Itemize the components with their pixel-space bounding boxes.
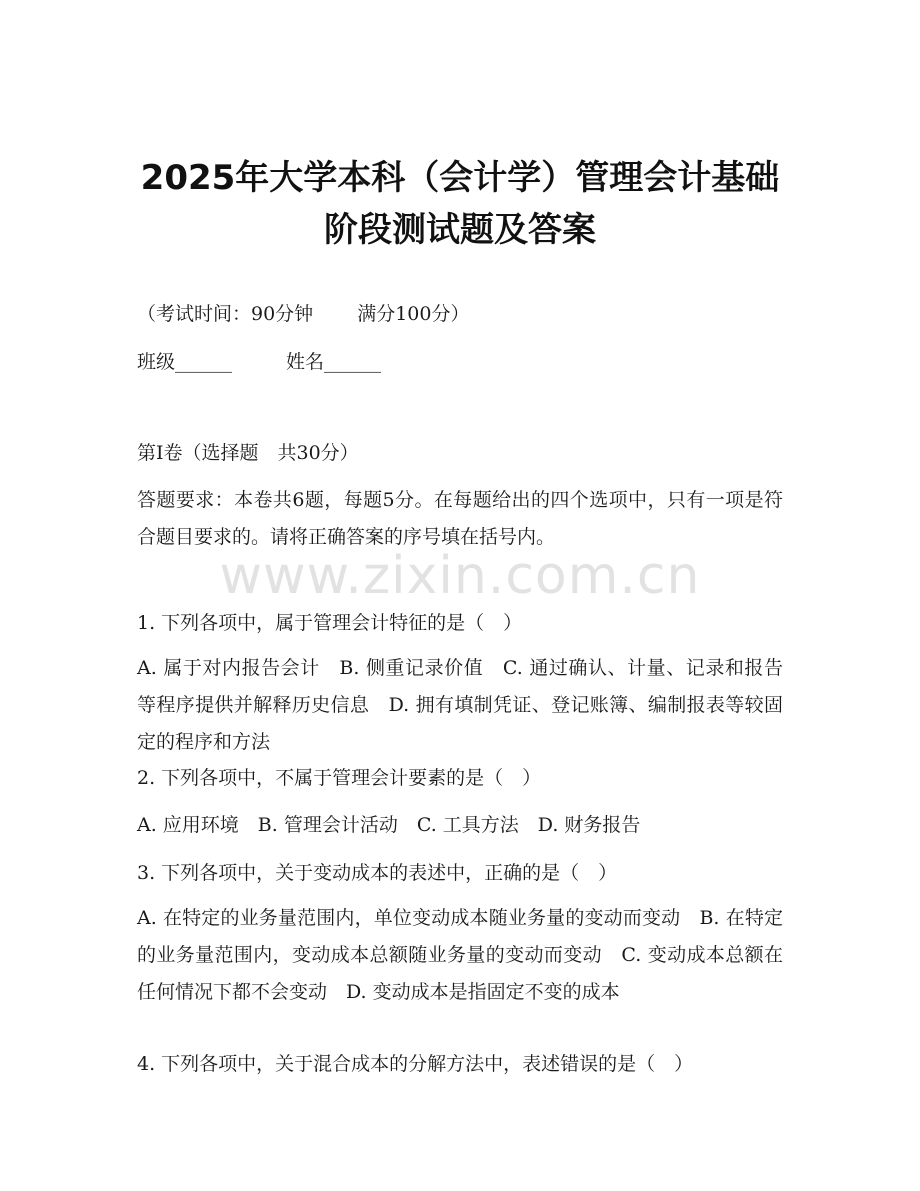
question-4-stem: 4. 下列各项中，关于混合成本的分解方法中，表述错误的是（ ） [137,1053,694,1075]
question-2-options: A. 应用环境 B. 管理会计活动 C. 工具方法 D. 财务报告 [137,814,641,836]
question-1-options: A. 属于对内报告会计 B. 侧重记录价值 C. 通过确认、计量、记录和报告等程序提供并解释历史信息 D. 拥有填制凭证、登记账簿、编制报表等较固定的程序和方法 [137,657,783,753]
exam-info [137,302,469,326]
section-heading: 第Ⅰ卷（选择题 共30分） [137,442,359,464]
question-1-stem: 1. 下列各项中，属于管理会计特征的是（ ） [137,612,523,634]
student-fields [137,350,381,374]
question-3-options: A. 在特定的业务量范围内，单位变动成本随业务量的变动而变动 B. 在特定的业务量范围内，变动成本总额随业务量的变动而变动 C. 变动成本总额在任何情况下都不会变动 D. 变动成本是指固定不变的成本 [137,907,783,1003]
watermark: www.zixin.com.cn [219,546,701,606]
class-field: 班级______ [137,351,233,373]
exam-score: 满分100分） [357,303,470,325]
document-title: 2025年大学本科（会计学）管理会计基础阶段测试题及答案 [140,158,780,250]
instructions: 答题要求：本卷共6题，每题5分。在每题给出的四个选项中，只有一项是符合题目要求的。请将正确答案的序号填在括号内。 [137,489,783,548]
name-field: 姓名______ [286,351,382,373]
question-2-stem: 2. 下列各项中，不属于管理会计要素的是（ ） [137,767,542,789]
question-3-stem: 3. 下列各项中，关于变动成本的表述中，正确的是（ ） [137,862,618,884]
exam-time: （考试时间：90分钟 [137,303,314,325]
